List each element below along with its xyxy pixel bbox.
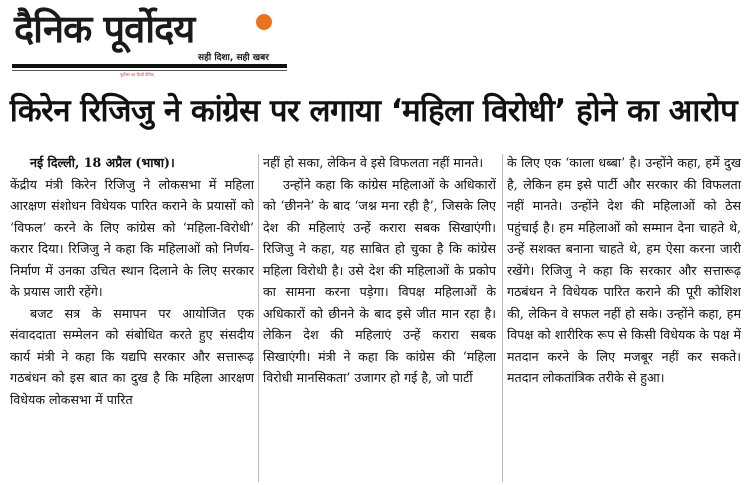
- body-paragraph: उन्होंने कहा कि कांग्रेस महिलाओं के अधिकारों को ‘छीनने’ के बाद ‘जश्न मना रही है’, जिसके लिए देश की महिलाएं उन्हें करारा सबक सिखाएंगी। रिजिजु ने कहा, यह साबित हो चुका है कि कांग्रेस महिला विरोधी है। उसे देश की महिलाओं के प्रकोप का सामना करना पड़ेगा। विपक्ष महिलाओं के अधिकारों को छीनने के बाद इसे जीत मान रहा है। लेकिन देश की महिलाएं उन्हें करारा सबक सिखाएंगी। मंत्री ने कहा कि कांग्रेस की ‘महिला विरोधी मानसिकता’ उजागर हो गई है, जो पार्टी: [263, 176, 496, 385]
- newspaper-name: दैनिक पूर्वोदय: [14, 7, 195, 51]
- article-headline: किरेन रिजिजु ने कांग्रेस पर लगाया ‘महिला विरोधी’ होने का आरोप: [9, 93, 738, 129]
- article-column-2: [263, 152, 496, 485]
- masthead-micro-text: पूर्वोत्तर का हिन्दी दैनिक: [120, 72, 154, 77]
- column-divider: [258, 154, 259, 482]
- newspaper-tagline: सही दिशा, सही खबर: [198, 53, 269, 63]
- masthead-rule: [12, 64, 287, 68]
- masthead: [0, 0, 747, 82]
- article-column-1: [10, 152, 254, 485]
- sun-logo-icon: [256, 14, 272, 30]
- body-paragraph: के लिए एक ‘काला धब्बा’ है। उन्होंने कहा, हमें दुख है, लेकिन हम इसे पार्टी और सरकार की विफलता नहीं मानते। उन्होंने देश की महिलाओं को ठेस पहुंचाई है। हम महिलाओं को सम्मान देना चाहते थे, उन्हें सशक्त बनाना चाहते थे, हम ऐसा करना जारी रखेंगे। रिजिजु ने कहा कि सरकार और सत्तारूढ़ गठबंधन ने विधेयक पारित कराने की पूरी कोशिश की, लेकिन वे सफल नहीं हो सके। उन्होंने कहा, हम विपक्ष को शारीरिक रूप से किसी विधेयक के पक्ष में मतदान करने के लिए मजबूर नहीं कर सकते। मतदान लोकतांत्रिक तरीके से हुआ।: [507, 155, 741, 385]
- body-paragraph: नहीं हो सका, लेकिन वे इसे विफलता नहीं मानते।: [263, 155, 484, 170]
- body-paragraph: केंद्रीय मंत्री किरेन रिजिजु ने लोकसभा में महिला आरक्षण संशोधन विधेयक पारित कराने के प्रयासों को ‘विफल’ करने के लिए कांग्रेस को ‘महिला-विरोधी’ करार दिया। रिजिजु ने कहा कि महिलाओं को निर्णय-निर्माण में उनका उचित स्थान दिलाने के लिए सरकार के प्रयास जारी रहेंगे।: [10, 176, 254, 299]
- dateline: नई दिल्ली, 18 अप्रैल (भाषा)।: [30, 155, 175, 170]
- dateline-paragraph: [10, 152, 254, 174]
- masthead-thin-rule: [12, 70, 287, 71]
- column-divider: [502, 154, 503, 482]
- body-paragraph: बजट सत्र के समापन पर आयोजित एक संवाददाता सम्मेलन को संबोधित करते हुए संसदीय कार्य मंत्री ने कहा कि यद्यपि सरकार और सत्तारूढ़ गठबंधन को इस बात का दुख है कि महिला आरक्षण विधेयक लोकसभा में पारित: [10, 305, 254, 407]
- article-column-3: [507, 152, 741, 485]
